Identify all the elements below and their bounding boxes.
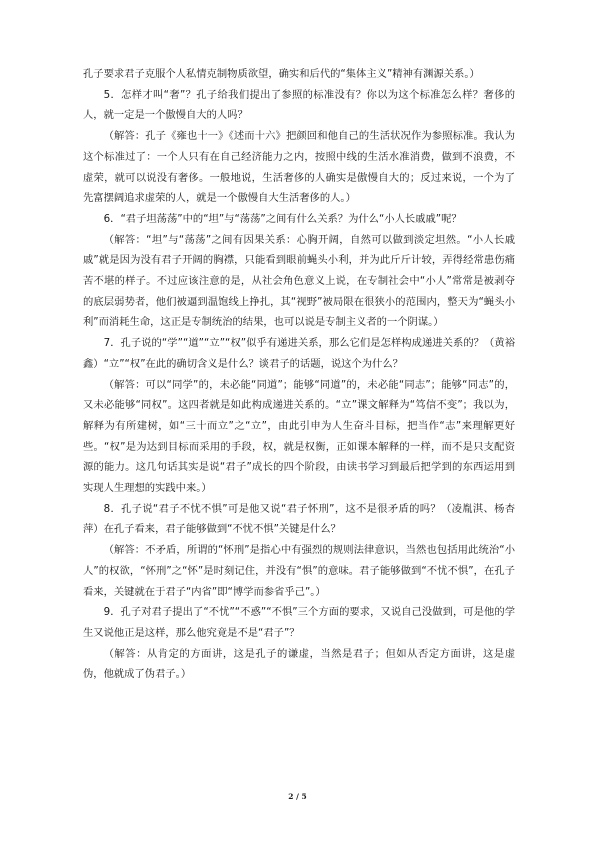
answer-7: （解答：可以“同学”的，未必能“同道”；能够“同道”的，未必能“同志”；能够“同志”的，又未必能够“同权”。这四者就是如此构成递进关系的。“立”课文解释为“笃信不变”；我以为，解释为有所建树，如“三十而立”之“立”，由此引申为人生奋斗目标，把当作“志”来理解更好些。“权”是为达到目标而采用的手段，权，就是权衡，正如课本解释的一样，而不是只支配资源的能力。这几句话其实是说“君子”成长的四个阶段，由读书学习到最后把学到的东西运用到实现人生理想的实践中来。） <box>83 378 515 495</box>
question-9: 9．孔子对君子提出了“不忧”“不惑”“不惧”三个方面的要求，又说自己没做到，可是他的学生又说他正是这样，那么他究竟是不是“君子”？ <box>83 606 515 639</box>
answer-5: （解答：孔子《雍也十一》《述而十六》把颜回和他自己的生活状况作为参照标准。我认为这个标准过了：一个人只有在自己经济能力之内，按照中线的生活水准消费，做到不浪费，不虚荣，就可以说没有奢侈。一般地说，生活奢侈的人确实是傲慢自大的；反过来说，一个为了先富摆阔追求虚荣的人，就是一个傲慢自大生活奢侈的人。） <box>83 130 515 205</box>
question-8: 8．孔子说“君子不忧不惧”可是他又说“君子怀刑”，这不是很矛盾的吗？（凌胤淇、杨杏萍）在孔子看来，君子能够做到“不忧不惧”关键是什么？ <box>83 502 515 536</box>
question-6: 6．“君子坦荡荡”中的“坦”与“荡荡”之间有什么关系？为什么“小人长戚戚”呢？ <box>103 212 462 225</box>
page-number: 2 / 5 <box>288 792 307 801</box>
answer-8: （解答：不矛盾，所谓的“怀刑”是指心中有强烈的规则法律意识，当然也包括用此统治“小人”的权欲，“怀刑”之“怀”是时刻记住，并没有“惧”的意味。君子能够做到“不忧不惧”，在孔子看来，关键就在于君子“内省”即“博学而参省乎己”。） <box>83 544 515 598</box>
document-body <box>83 64 515 685</box>
question-5: 5．怎样才叫“奢”？孔子给我们提出了参照的标准没有？你以为这个标准怎么样？奢侈的人，就一定是一个傲慢自大的人吗？ <box>83 88 515 122</box>
paragraph-1: 孔子要求君子克服个人私情克制物质欲望，确实和后代的“集体主义”精神有渊源关系。） <box>83 68 480 80</box>
question-7: 7．孔子说的“学”“道”“立”“权”似乎有递进关系，那么它们是怎样构成递进关系的？（黄裕鑫）“立”“权”在此的确切含义是什么？谈君子的话题，说这个为什么？ <box>83 337 515 370</box>
answer-6: （解答：“坦”与“荡荡”之间有因果关系：心胸开阔，自然可以做到淡定坦然。“小人长戚戚”就是因为没有君子开阔的胸襟，只能看到眼前蝇头小利，并为此斤斤计较，弄得经常患伤痛苦不堪的样子。不过应该注意的是，从社会角色意义上说，在专制社会中“小人”常常是被剥夺的底层弱势者，他们被逼到温饱线上挣扎，其“视野”被局限在很狭小的范围内，整天为“蝇头小利”而消耗生命，这正是专制统治的结果，也可以说是专制主义者的一个阴谋。） <box>83 233 515 329</box>
answer-9: （解答：从肯定的方面讲，这是孔子的谦虚，当然是君子；但如从否定方面讲，这是虚伪，他就成了伪君子。） <box>83 647 515 681</box>
